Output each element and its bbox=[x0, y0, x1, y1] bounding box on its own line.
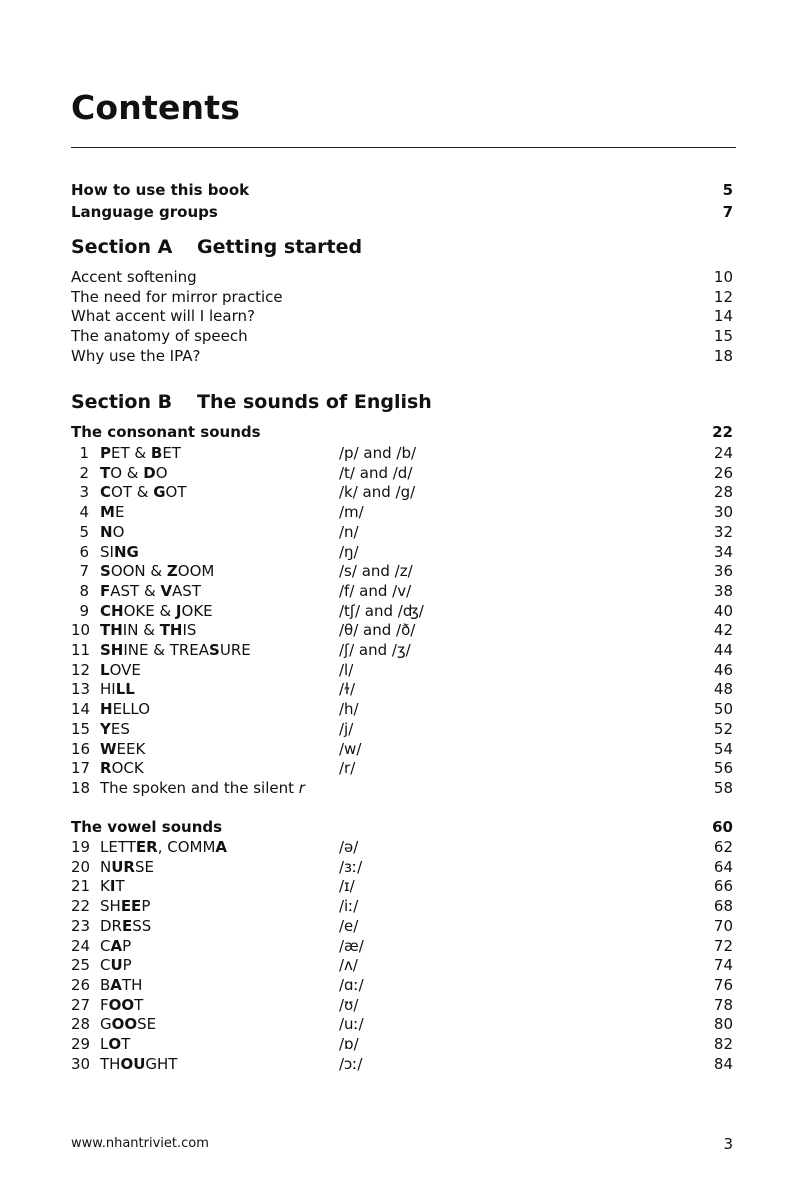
key-word-segment: LL bbox=[115, 680, 135, 699]
sound-entry bbox=[71, 443, 733, 463]
key-word-segment: Y bbox=[100, 719, 111, 738]
key-word-segment: B bbox=[150, 444, 163, 462]
key-word-segment: G bbox=[100, 1015, 112, 1034]
entry-number: 12 bbox=[71, 660, 91, 679]
ipa-symbol: /s/ and /z/ bbox=[339, 562, 413, 581]
key-words bbox=[100, 463, 168, 483]
entry-page: 44 bbox=[713, 641, 733, 659]
key-word-segment: ES bbox=[110, 719, 130, 738]
entry-label: Language groups bbox=[71, 203, 218, 221]
key-word-segment: URE bbox=[219, 641, 251, 659]
ipa-symbol: /l/ bbox=[339, 660, 354, 679]
key-word-segment: T bbox=[115, 877, 125, 896]
ipa-symbol: /p/ and /b/ bbox=[339, 444, 417, 462]
key-word-segment: T bbox=[100, 463, 111, 482]
key-word-segment: E bbox=[121, 916, 133, 935]
ipa-symbol: /ɪ/ bbox=[339, 877, 355, 896]
key-word-segment: r bbox=[298, 778, 305, 797]
key-word-segment: S bbox=[100, 562, 111, 581]
vowel-sounds-heading bbox=[71, 817, 733, 837]
entry-page: 54 bbox=[713, 739, 733, 758]
key-words bbox=[100, 1034, 130, 1054]
ipa-symbol: /ə/ bbox=[339, 838, 359, 856]
ipa-symbol: /ɫ/ bbox=[339, 680, 356, 699]
ipa-symbol: /r/ bbox=[339, 759, 356, 778]
ipa-symbol: /t/ and /d/ bbox=[339, 463, 413, 482]
entry-page: 32 bbox=[713, 522, 733, 541]
entry-page: 46 bbox=[713, 660, 733, 679]
key-words bbox=[100, 640, 251, 660]
subheading-label: The consonant sounds bbox=[71, 423, 261, 441]
key-words bbox=[100, 916, 151, 936]
key-word-segment: The spoken and the silent bbox=[100, 778, 299, 797]
sound-entry bbox=[71, 857, 733, 877]
sound-entry bbox=[71, 739, 733, 759]
key-word-segment: B bbox=[100, 975, 111, 994]
ipa-symbol: /ɑː/ bbox=[339, 975, 364, 994]
entry-page: 74 bbox=[713, 956, 733, 975]
key-word-segment: U bbox=[110, 956, 123, 975]
ipa-symbol: /ʊ/ bbox=[339, 995, 359, 1014]
key-words bbox=[100, 896, 150, 916]
key-word-segment: S bbox=[209, 641, 220, 659]
key-word-segment: INE & TREA bbox=[123, 641, 210, 659]
sound-entry bbox=[71, 975, 733, 995]
key-word-segment: P bbox=[122, 956, 132, 975]
key-word-segment: EEK bbox=[116, 739, 146, 758]
entry-page: 12 bbox=[713, 288, 733, 306]
key-word-segment: UR bbox=[111, 857, 135, 876]
key-words bbox=[100, 679, 135, 699]
key-words bbox=[100, 699, 150, 719]
key-word-segment: W bbox=[100, 739, 117, 758]
key-word-segment: ELLO bbox=[112, 700, 151, 719]
ipa-symbol: /θ/ and /ð/ bbox=[339, 621, 416, 640]
ipa-symbol: /n/ bbox=[339, 522, 359, 541]
entry-number: 27 bbox=[71, 995, 91, 1014]
entry-page: 68 bbox=[713, 897, 733, 916]
key-word-segment: Z bbox=[166, 562, 178, 581]
key-words bbox=[100, 876, 125, 896]
entry-page: 48 bbox=[713, 680, 733, 699]
key-word-segment: D bbox=[143, 463, 156, 482]
sound-entry bbox=[71, 542, 733, 562]
key-words bbox=[100, 955, 132, 975]
entry-number: 21 bbox=[71, 877, 91, 896]
section-name: Getting started bbox=[197, 236, 363, 258]
key-word-segment: AST bbox=[172, 581, 201, 600]
entry-page: 40 bbox=[713, 601, 733, 620]
ipa-symbol: /ɔː/ bbox=[339, 1054, 363, 1073]
ipa-symbol: /h/ bbox=[339, 700, 359, 719]
sound-entry bbox=[71, 916, 733, 936]
sound-entry bbox=[71, 581, 733, 601]
key-word-segment: NG bbox=[113, 542, 139, 561]
entry-number: 6 bbox=[79, 542, 89, 561]
entry-number: 22 bbox=[71, 897, 91, 916]
subheading-page: 60 bbox=[712, 818, 733, 836]
toc-entry-how-to-use bbox=[71, 180, 733, 200]
key-word-segment: , COMM bbox=[157, 838, 216, 856]
entry-label: Accent softening bbox=[71, 268, 197, 286]
entry-page: 66 bbox=[713, 877, 733, 896]
entry-number: 13 bbox=[71, 680, 91, 699]
key-words bbox=[100, 581, 201, 601]
key-word-segment: OO bbox=[108, 995, 135, 1014]
ipa-symbol: /k/ and /g/ bbox=[339, 483, 416, 502]
entry-page: 64 bbox=[713, 857, 733, 876]
entry-label: Why use the IPA? bbox=[71, 347, 201, 365]
sound-entry bbox=[71, 561, 733, 581]
key-word-segment: K bbox=[100, 877, 110, 896]
ipa-symbol: /ŋ/ bbox=[339, 542, 359, 561]
toc-entry bbox=[71, 346, 733, 366]
ipa-symbol: /iː/ bbox=[339, 897, 359, 916]
sound-entry bbox=[71, 1054, 733, 1074]
sound-entry bbox=[71, 679, 733, 699]
section-name: The sounds of English bbox=[197, 391, 432, 413]
key-word-segment: OT bbox=[165, 483, 187, 502]
key-words bbox=[100, 1054, 177, 1074]
key-word-segment: A bbox=[110, 975, 122, 994]
sound-entry bbox=[71, 837, 733, 857]
footer-page-number: 3 bbox=[723, 1135, 733, 1153]
key-word-segment: M bbox=[100, 503, 115, 522]
key-word-segment: SI bbox=[100, 542, 114, 561]
entry-page: 62 bbox=[713, 838, 733, 856]
entry-page: 84 bbox=[713, 1054, 733, 1073]
key-words bbox=[100, 601, 213, 621]
sound-entry bbox=[71, 896, 733, 916]
key-word-segment: I bbox=[109, 877, 116, 896]
entry-page: 18 bbox=[713, 347, 733, 365]
entry-number: 30 bbox=[71, 1054, 91, 1073]
entry-page: 56 bbox=[713, 759, 733, 778]
entry-number: 11 bbox=[71, 641, 91, 659]
entry-page: 36 bbox=[713, 562, 733, 581]
key-word-segment: ET & bbox=[111, 444, 151, 462]
entry-number: 2 bbox=[79, 463, 89, 482]
key-words bbox=[100, 837, 227, 857]
sound-entry bbox=[71, 601, 733, 621]
key-word-segment: HI bbox=[100, 680, 116, 699]
key-word-segment: C bbox=[100, 956, 111, 975]
entry-number: 29 bbox=[71, 1035, 91, 1053]
key-word-segment: P bbox=[122, 936, 132, 955]
key-words bbox=[100, 542, 139, 562]
key-word-segment: OKE & bbox=[123, 601, 176, 620]
toc-entry bbox=[71, 326, 733, 346]
key-word-segment: AST & bbox=[110, 581, 161, 600]
entry-number: 1 bbox=[79, 444, 89, 462]
entry-label: What accent will I learn? bbox=[71, 307, 255, 325]
section-b-heading bbox=[71, 391, 432, 413]
key-word-segment: V bbox=[160, 581, 173, 600]
entry-label: How to use this book bbox=[71, 181, 250, 199]
sound-entry bbox=[71, 522, 733, 542]
ipa-symbol: /ʌ/ bbox=[339, 956, 358, 975]
key-word-segment: T bbox=[121, 1035, 131, 1053]
key-word-segment: O bbox=[155, 463, 168, 482]
key-words bbox=[100, 739, 145, 759]
key-word-segment: O bbox=[112, 522, 125, 541]
key-word-segment: F bbox=[100, 581, 111, 600]
sound-entry bbox=[71, 955, 733, 975]
entry-page: 82 bbox=[713, 1035, 733, 1053]
key-word-segment: T bbox=[134, 995, 144, 1014]
key-words bbox=[100, 857, 154, 877]
key-words bbox=[100, 975, 142, 995]
entry-number: 8 bbox=[79, 581, 89, 600]
toc-entry bbox=[71, 267, 733, 287]
key-words bbox=[100, 995, 143, 1015]
page-title: Contents bbox=[71, 88, 241, 127]
ipa-symbol: /e/ bbox=[339, 916, 359, 935]
key-word-segment: R bbox=[100, 759, 112, 778]
sound-entry bbox=[71, 778, 733, 798]
sound-entry bbox=[71, 1014, 733, 1034]
entry-number: 5 bbox=[79, 522, 89, 541]
ipa-symbol: /m/ bbox=[339, 503, 364, 522]
entry-number: 23 bbox=[71, 916, 91, 935]
entry-number: 25 bbox=[71, 956, 91, 975]
key-word-segment: TH bbox=[121, 975, 143, 994]
key-words bbox=[100, 620, 196, 640]
entry-page: 76 bbox=[713, 975, 733, 994]
key-word-segment: OT & bbox=[111, 483, 154, 502]
key-words bbox=[100, 502, 124, 522]
footer-url: www.nhantriviet.com bbox=[71, 1136, 209, 1151]
key-word-segment: C bbox=[100, 483, 112, 502]
entry-number: 10 bbox=[71, 621, 91, 640]
key-word-segment: TH bbox=[100, 621, 123, 640]
key-word-segment: P bbox=[141, 897, 151, 916]
entry-page: 34 bbox=[713, 542, 733, 561]
key-word-segment: TH bbox=[100, 1054, 121, 1073]
sound-entry bbox=[71, 463, 733, 483]
sound-entry bbox=[71, 660, 733, 680]
entry-page: 38 bbox=[713, 581, 733, 600]
subheading-page: 22 bbox=[712, 423, 733, 441]
entry-number: 28 bbox=[71, 1015, 91, 1034]
key-words bbox=[100, 758, 144, 778]
entry-page: 52 bbox=[713, 719, 733, 738]
key-word-segment: LETT bbox=[100, 838, 136, 856]
entry-page: 70 bbox=[713, 916, 733, 935]
key-word-segment: L bbox=[100, 1035, 109, 1053]
sound-entry bbox=[71, 640, 733, 660]
sound-entry bbox=[71, 482, 733, 502]
ipa-symbol: /uː/ bbox=[339, 1015, 364, 1034]
sound-entry bbox=[71, 699, 733, 719]
entry-number: 20 bbox=[71, 857, 91, 876]
key-word-segment: ET bbox=[162, 444, 181, 462]
entry-page: 28 bbox=[713, 483, 733, 502]
entry-number: 7 bbox=[79, 562, 89, 581]
ipa-symbol: /æ/ bbox=[339, 936, 364, 955]
ipa-symbol: /w/ bbox=[339, 739, 362, 758]
key-word-segment: OO bbox=[111, 1015, 138, 1034]
toc-entry bbox=[71, 306, 733, 326]
entry-page: 10 bbox=[713, 268, 733, 286]
entry-page: 50 bbox=[713, 700, 733, 719]
key-word-segment: H bbox=[100, 700, 113, 719]
key-word-segment: OU bbox=[120, 1054, 146, 1073]
key-word-segment: F bbox=[100, 995, 109, 1014]
entry-page: 26 bbox=[713, 463, 733, 482]
key-word-segment: GHT bbox=[145, 1054, 178, 1073]
entry-page: 58 bbox=[713, 778, 733, 797]
key-words bbox=[100, 522, 124, 542]
entry-label: The anatomy of speech bbox=[71, 327, 248, 345]
key-word-segment: N bbox=[100, 522, 113, 541]
entry-page: 72 bbox=[713, 936, 733, 955]
section-a-heading bbox=[71, 236, 363, 258]
toc-entry bbox=[71, 287, 733, 307]
ipa-symbol: /j/ bbox=[339, 719, 354, 738]
key-word-segment: TH bbox=[159, 621, 183, 640]
key-word-segment: G bbox=[153, 483, 166, 502]
entry-page: 80 bbox=[713, 1015, 733, 1034]
sound-entry bbox=[71, 502, 733, 522]
key-words bbox=[100, 660, 141, 680]
key-word-segment: OON & bbox=[110, 562, 167, 581]
sound-entry bbox=[71, 936, 733, 956]
key-word-segment: CH bbox=[100, 601, 124, 620]
ipa-symbol: /f/ and /v/ bbox=[339, 581, 412, 600]
section-letter: Section A bbox=[71, 236, 173, 258]
sound-entry bbox=[71, 876, 733, 896]
entry-page: 24 bbox=[713, 444, 733, 462]
key-word-segment: SE bbox=[134, 857, 154, 876]
entry-number: 18 bbox=[71, 778, 91, 797]
entry-number: 9 bbox=[79, 601, 89, 620]
key-word-segment: EE bbox=[120, 897, 142, 916]
sound-entry bbox=[71, 719, 733, 739]
key-words bbox=[100, 561, 214, 581]
key-word-segment: N bbox=[100, 857, 112, 876]
sound-entry bbox=[71, 1034, 733, 1054]
consonant-sounds-heading bbox=[71, 422, 733, 442]
key-words bbox=[100, 443, 181, 463]
subheading-label: The vowel sounds bbox=[71, 818, 223, 836]
key-words bbox=[100, 1014, 156, 1034]
key-word-segment: O bbox=[108, 1035, 122, 1053]
entry-number: 24 bbox=[71, 936, 91, 955]
key-word-segment: OCK bbox=[111, 759, 144, 778]
key-word-segment: OVE bbox=[109, 660, 141, 679]
key-word-segment: IN & bbox=[122, 621, 160, 640]
key-word-segment: ER bbox=[135, 838, 158, 856]
key-word-segment: SS bbox=[132, 916, 152, 935]
key-word-segment: SE bbox=[137, 1015, 157, 1034]
entry-number: 3 bbox=[79, 483, 89, 502]
entry-number: 19 bbox=[71, 838, 91, 856]
entry-number: 17 bbox=[71, 759, 91, 778]
entry-page: 30 bbox=[713, 503, 733, 522]
ipa-symbol: /tʃ/ and /ʤ/ bbox=[339, 601, 424, 620]
key-word-segment: DR bbox=[100, 916, 122, 935]
entry-page: 7 bbox=[722, 203, 733, 221]
key-word-segment: L bbox=[100, 660, 110, 679]
key-word-segment: P bbox=[100, 444, 111, 462]
key-word-segment: C bbox=[100, 936, 111, 955]
toc-entry-language-groups bbox=[71, 202, 733, 222]
ipa-symbol: /ʃ/ and /ʒ/ bbox=[339, 641, 411, 659]
key-word-segment: O & bbox=[110, 463, 144, 482]
key-word-segment: OOM bbox=[177, 562, 215, 581]
key-word-segment: A bbox=[110, 936, 123, 955]
entry-number: 16 bbox=[71, 739, 91, 758]
ipa-symbol: /ɜː/ bbox=[339, 857, 363, 876]
sound-entry bbox=[71, 620, 733, 640]
entry-number: 4 bbox=[79, 503, 89, 522]
entry-number: 14 bbox=[71, 700, 91, 719]
key-words bbox=[100, 482, 187, 502]
ipa-symbol: /ɒ/ bbox=[339, 1035, 359, 1053]
key-words bbox=[100, 719, 130, 739]
entry-page: 14 bbox=[713, 307, 733, 325]
title-rule bbox=[71, 147, 736, 148]
key-word-segment: OKE bbox=[181, 601, 213, 620]
key-words bbox=[100, 778, 305, 798]
entry-page: 5 bbox=[722, 181, 733, 199]
section-letter: Section B bbox=[71, 391, 173, 413]
entry-number: 26 bbox=[71, 975, 91, 994]
entry-label: The need for mirror practice bbox=[71, 288, 283, 306]
key-word-segment: SH bbox=[100, 641, 124, 659]
key-word-segment: E bbox=[114, 503, 125, 522]
key-word-segment: SH bbox=[100, 897, 121, 916]
key-word-segment: IS bbox=[182, 621, 197, 640]
sound-entry bbox=[71, 995, 733, 1015]
sound-entry bbox=[71, 758, 733, 778]
entry-page: 15 bbox=[713, 327, 733, 345]
key-word-segment: J bbox=[175, 601, 182, 620]
entry-number: 15 bbox=[71, 719, 91, 738]
entry-page: 78 bbox=[713, 995, 733, 1014]
key-words bbox=[100, 936, 131, 956]
key-word-segment: A bbox=[215, 838, 228, 856]
entry-page: 42 bbox=[713, 621, 733, 640]
